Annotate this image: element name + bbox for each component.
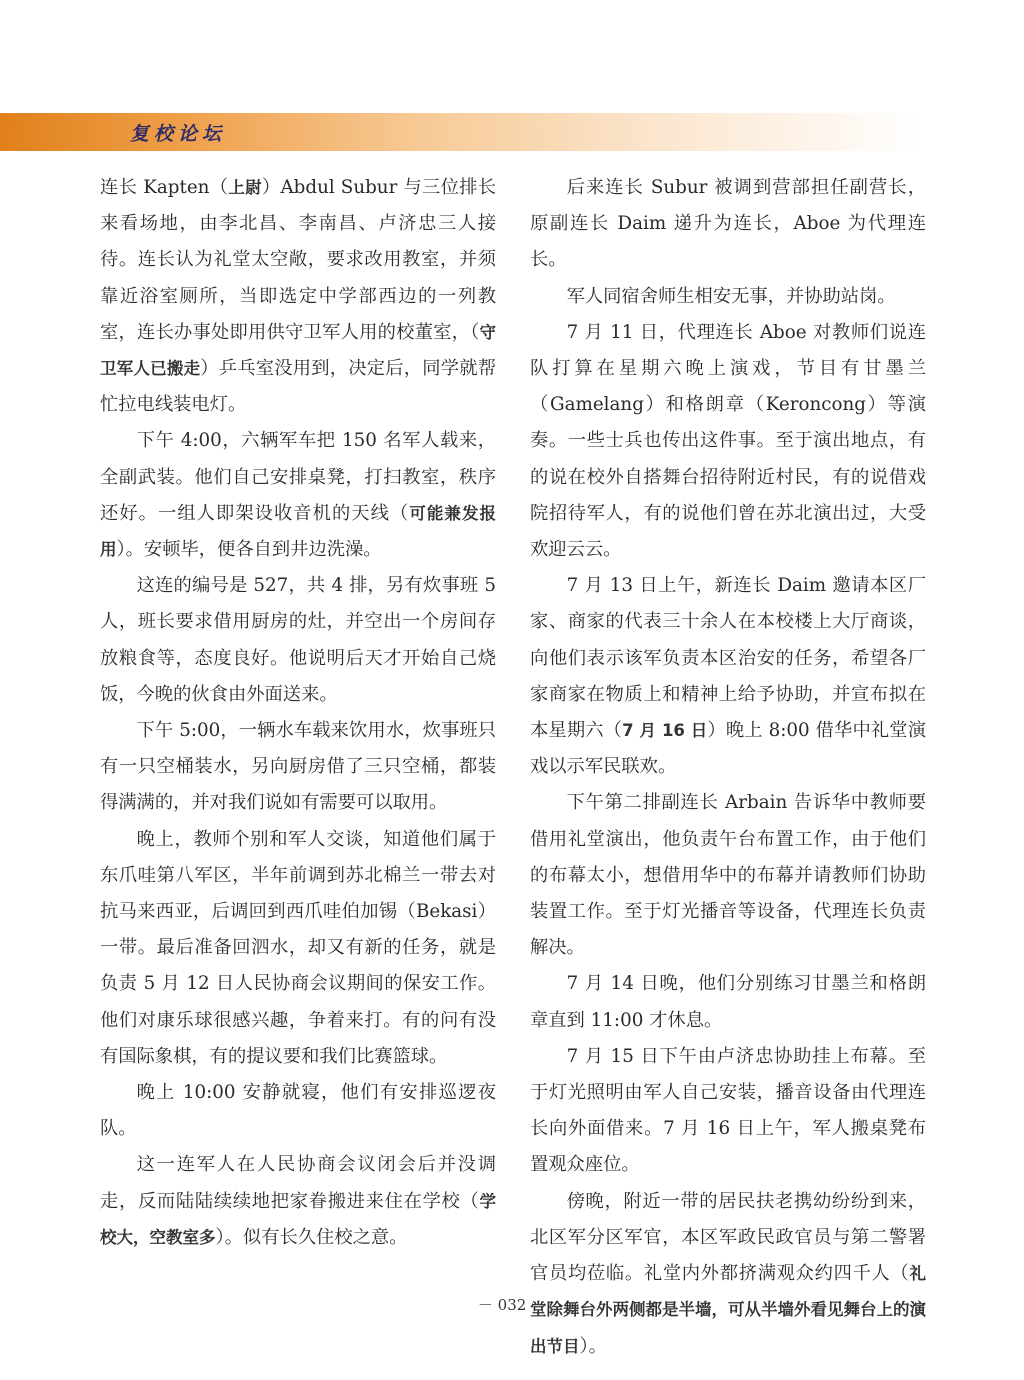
paragraph [100,568,496,713]
text-run: ）Abdul Subur 与三位排长来看场地，由李北昌、李南昌、卢济忠三人接待。连长认为礼堂太空敞，要求改用教室，并须靠近浴室厕所，当即选定中学部西边的一列教室，连长办事处即用供守卫军人用的校董室，（ [100,177,496,343]
paragraph [100,1075,496,1147]
text-run: 这连的编号是 527，共 4 排，另有炊事班 5 人，班长要求借用厨房的灶，并空出一个房间存放粮食等，态度良好。他说明后天才开始自己烧饭，今晚的伙食由外面送来。 [100,575,496,705]
text-run: 后来连长 Subur 被调到营部担任副营长，原副连长 Daim 递升为连长，Aboe 为代理连长。 [530,177,926,271]
text-run: ）。似有长久住校之意。 [215,1226,408,1248]
text-run: 晚上 10:00 安静就寝，他们有安排巡逻夜队。 [100,1082,496,1140]
paragraph [530,568,926,785]
text-run: 7 月 15 日下午由卢济忠协助挂上布幕。至于灯光照明由军人自己安装，播音设备由代理连长向外面借来。7 月 16 日上午，军人搬桌凳布置观众座位。 [530,1045,926,1176]
text-run: ）。安顿毕，便各自到井边洗澡。 [116,539,382,561]
paragraph [530,279,926,315]
page-number: － 032 － [477,1296,547,1314]
text-run: 连长 Kapten（ [100,177,229,198]
section-title: 复校论坛 [130,123,227,145]
text-run: 这一连军人在人民协商会议闭会后并没调走，反而陆陆续续地把家眷搬进来住在学校（ [100,1154,496,1212]
text-run: 下午 5:00，一辆水车载来饮用水，炊事班只有一只空桶装水，另向厨房借了三只空桶，都装得满满的，并对我们说如有需要可以取用。 [100,720,496,814]
paragraph [530,170,926,279]
inline-note: 礼堂除舞台外两侧都是半墙，可从半墙外看见舞台上的演出节目 [530,1264,926,1356]
inline-note: 守卫军人已搬走 [100,322,496,379]
paragraph [530,1039,926,1184]
paragraph [100,423,496,568]
text-run: ）晚上 8:00 借华中礼堂演戏以示军民联欢。 [530,720,926,778]
text-run: 7 月 14 日晚，他们分别练习甘墨兰和格朗章直到 11:00 才休息。 [530,973,926,1031]
paragraph [100,822,496,1075]
paragraph [100,713,496,822]
inline-note: 7 月 16 日 [622,721,708,741]
inline-note: 可能兼发报用 [100,503,497,560]
text-run: 下午第二排副连长 Arbain 告诉华中教师要借用礼堂演出，他负责午台布置工作，由于他们的布幕太小，想借用华中的布幕并请教师们协助装置工作。至于灯光播音等设备，代理连长负责解决。 [530,792,926,959]
text-run: 7 月 11 日，代理连长 Aboe 对教师们说连队打算在星期六晚上演戏，节目有甘墨兰（Gamelang）和格朗章（Keroncong）等演奏。一些士兵也传出这件事。至于演出地点，有的说在校外自搭舞台招待附近村民，有的说借戏院招待军人，有的说他们曾在苏北演出过，大受欢迎云云。 [530,321,926,561]
paragraph [530,315,926,568]
paragraph [530,785,926,966]
left-column [100,170,496,1256]
text-run: ）乒乓室没用到，决定后，同学就帮忙拉电线装电灯。 [100,358,497,416]
paragraph [100,170,496,423]
text-run: 晚上，教师个别和军人交谈，知道他们属于东爪哇第八军区，半年前调到苏北棉兰一带去对抗马来西亚，后调回到西爪哇伯加锡（Bekasi）一带。最后准备回泗水，却又有新的任务，就是负责 5 月 12 日人民协商会议期间的保安工作。他们对康乐球很感兴趣，争着来打。有的问有没有国际象棋，有的提议要和我们比赛篮球。 [100,828,496,1067]
text-run: ）。 [579,1335,607,1357]
paragraph [100,1147,496,1256]
inline-note: 学校大，空教室多 [100,1191,496,1247]
text-run: 傍晚，附近一带的居民扶老携幼纷纷到来，北区军分区军官，本区军政民政官员与第二警署官员均莅临。礼堂内外都挤满观众约四千人（ [530,1190,926,1285]
right-column [530,170,926,1365]
inline-note: 上尉 [228,178,262,197]
paragraph [530,966,926,1038]
text-run: 下午 4:00，六辆军车把 150 名军人载来，全副武装。他们自己安排桌凳，打扫教室，秩序还好。一组人即架设收音机的天线（ [100,430,496,524]
text-run: 军人同宿舍师生相安无事，并协助站岗。 [566,285,896,307]
paragraph [530,1184,926,1365]
text-run: 7 月 13 日上午，新连长 Daim 邀请本区厂家、商家的代表三十余人在本校楼上大厅商谈，向他们表示该军负责本区治安的任务，希望各厂家商家在物质上和精神上给予协助，并宣布拟在本星期六（ [530,575,926,742]
